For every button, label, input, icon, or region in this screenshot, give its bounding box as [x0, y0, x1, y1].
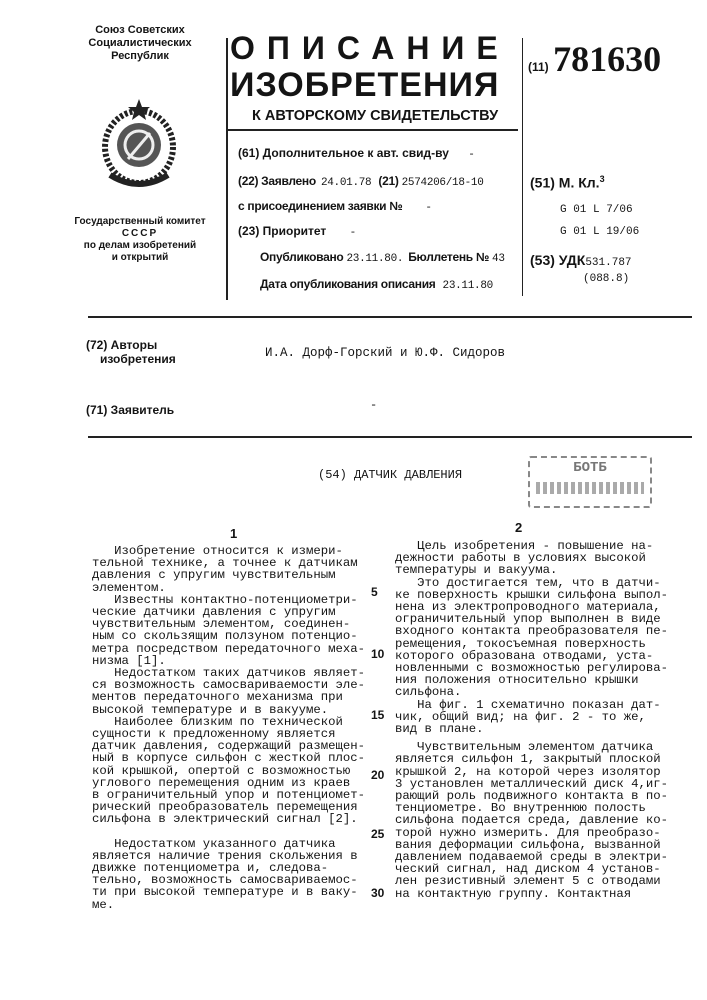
field-label: Дата опубликования описания [260, 277, 435, 291]
text-line: температуры и вакуума. [395, 564, 668, 576]
document-title-line2: ИЗОБРЕТЕНИЯ [230, 66, 499, 104]
committee-line: по делам изобретений [70, 240, 210, 252]
text-line: Это достигается тем, что в датчи- [395, 577, 668, 589]
field-value: - [425, 202, 431, 214]
text-line: чувствительным элементом, соединен- [92, 618, 365, 630]
patent-number [528, 38, 661, 80]
mkl-label: (51) М. Кл. [530, 175, 600, 191]
country-name [70, 24, 210, 63]
text-line: входного контакта преобразователя пе- [395, 625, 668, 637]
field-label: Опубликовано [260, 250, 343, 264]
text-line: тенциометре. Во внутреннюю полость [395, 802, 668, 814]
text-line: Недостатком указанного датчика [92, 838, 365, 850]
field-value: - [468, 149, 475, 161]
divider [226, 38, 228, 300]
udk-value: 531.787 [585, 257, 631, 269]
field-label: (21) [378, 174, 398, 188]
column-number-left: 1 [230, 526, 237, 541]
authors-label-line: изобретения [86, 352, 176, 366]
text-line: чик, общий вид; на фиг. 2 - то же, [395, 711, 668, 723]
text-line: 3 установлен металлический диск 4,иг- [395, 778, 668, 790]
text-line: давления с упругим чувствительным [92, 569, 365, 581]
text-line: На фиг. 1 схематично показан дат- [395, 699, 668, 711]
field-value: 23.11.80. [346, 253, 403, 265]
text-line: в ограничительный упор и потенциомет- [92, 789, 365, 801]
committee-line: СССР [70, 228, 210, 240]
text-line: нена из электропроводного материала, [395, 601, 668, 613]
divider [522, 38, 523, 296]
text-line: сильфона в электрический сигнал [2]. [92, 813, 365, 825]
text-line: кой крышкой, опертой с возможностью [92, 765, 365, 777]
line-number: 10 [371, 647, 384, 661]
text-line: ментов передаточного механизма при [92, 691, 365, 703]
authors-label-line: (72) Авторы [86, 338, 176, 352]
field-joined [238, 199, 432, 214]
field-label: (23) Приоритет [238, 224, 326, 238]
authors-names: И.А. Дорф-Горский и Ю.Ф. Сидоров [265, 346, 505, 360]
applicant-label: (71) Заявитель [86, 403, 174, 417]
text-line: ке поверхность крышки сильфона выпол- [395, 589, 668, 601]
committee-line: Государственный комитет [70, 216, 210, 228]
classification-mkl [530, 174, 605, 191]
field-value: 24.01.78 [321, 177, 371, 189]
document-title: ОПИСАНИЕ [230, 30, 510, 66]
text-line: ограничительный упор выполнен в виде [395, 613, 668, 625]
text-line: движке потенциометра и, следова- [92, 862, 365, 874]
divider [88, 436, 692, 438]
line-number: 25 [371, 827, 384, 841]
subtitle-underline [228, 129, 518, 131]
text-line: тельной технике, а точнее к датчикам [92, 557, 365, 569]
text-line: вания деформации сильфона, вызванной [395, 839, 668, 851]
number-value: 781630 [553, 39, 661, 79]
udk-value-2: (088.8) [583, 273, 629, 285]
document-subtitle: К АВТОРСКОМУ СВИДЕТЕЛЬСТВУ [252, 108, 498, 125]
text-line: которого образована отводами, уста- [395, 650, 668, 662]
text-line: сущности к предложенному является [92, 728, 365, 740]
text-line: Цель изобретения - повышение на- [395, 540, 668, 552]
udk-label: (53) УДК [530, 252, 585, 268]
text-line: дежности работы в условиях высокой [395, 552, 668, 564]
stamp-text: БОТБ [530, 458, 650, 478]
authors-label [86, 338, 176, 366]
text-line: ти при высокой температуре и в ваку- [92, 886, 365, 898]
country-line: Союз Советских [70, 24, 210, 37]
text-line: метра посредством передаточного меха- [92, 643, 365, 655]
stamp-scribble [536, 482, 644, 494]
field-label: с присоединением заявки № [238, 199, 402, 213]
paragraph-gap [92, 826, 365, 838]
field-value: 2574206/18-10 [402, 177, 484, 189]
text-line: сильфона подается среда, давление ко- [395, 814, 668, 826]
text-line: низма [1]. [92, 655, 365, 667]
ipc-code: G 01 L 19/06 [560, 226, 639, 238]
field-published [260, 250, 505, 265]
line-number: 20 [371, 768, 384, 782]
text-line: тельно, возможность самосвариваемос- [92, 874, 365, 886]
text-line: является наличие трения скольжения в [92, 850, 365, 862]
text-line: Наиболее близким по технической [92, 716, 365, 728]
text-line: ный в корпусе сильфон с жесткой плос- [92, 752, 365, 764]
ussr-emblem-icon [100, 97, 178, 193]
text-line: лен резистивный элемент 5 с отводами [395, 875, 668, 887]
udk [530, 252, 632, 269]
text-line: Недостатком таких датчиков являет- [92, 667, 365, 679]
text-line: ческие датчики давления с упругим [92, 606, 365, 618]
committee-line: и открытий [70, 252, 210, 264]
text-line: ся возможность самосвариваемости эле- [92, 679, 365, 691]
library-stamp [528, 456, 652, 508]
text-line: ния положения относительно крышки [395, 674, 668, 686]
country-line: Республик [70, 50, 210, 63]
divider [88, 316, 692, 318]
field-22 [238, 174, 484, 189]
state-committee [70, 216, 210, 264]
column-number-right: 2 [515, 520, 522, 535]
field-23 [238, 224, 356, 239]
ipc-code: G 01 L 7/06 [560, 204, 633, 216]
country-line: Социалистических [70, 37, 210, 50]
invention-title: (54) ДАТЧИК ДАВЛЕНИЯ [318, 468, 462, 482]
text-line: датчик давления, содержащий размещен- [92, 740, 365, 752]
field-value: 23.11.80 [443, 280, 493, 292]
text-line: ным со скользящим ползуном потенцио- [92, 630, 365, 642]
text-line: рающий роль подвижного контакта в по- [395, 790, 668, 802]
field-description-date [260, 277, 493, 292]
text-line: является сильфон 1, закрытый плоской [395, 753, 668, 765]
text-line: элементом. [92, 582, 365, 594]
field-61 [238, 146, 475, 161]
line-number: 30 [371, 886, 384, 900]
text-line: сильфона. [395, 686, 668, 698]
text-line: новленными с возможностью регулирова- [395, 662, 668, 674]
field-label: Бюллетень № [408, 250, 489, 264]
field-value: - [350, 227, 357, 239]
text-line: ческий сигнал, над диском 4 установ- [395, 863, 668, 875]
text-line: торой нужно измерить. Для преобразо- [395, 827, 668, 839]
applicant-value: - [370, 398, 377, 412]
text-line: рический преобразователь перемещения [92, 801, 365, 813]
text-line: ремещения, токосъемная поверхность [395, 638, 668, 650]
text-line: крышкой 2, на которой через изолятор [395, 766, 668, 778]
number-code: (11) [528, 60, 549, 74]
text-line: ме. [92, 899, 365, 911]
text-line: углового перемещения одним из краев [92, 777, 365, 789]
field-label: (22) Заявлено [238, 174, 316, 188]
text-line: Известны контактно-потенциометри- [92, 594, 365, 606]
line-number: 5 [371, 585, 378, 599]
text-line: вид в плане. [395, 723, 668, 735]
field-value: 43 [492, 253, 505, 265]
text-line: Изобретение относится к измери- [92, 545, 365, 557]
text-line: давлением подаваемой среды в электри- [395, 851, 668, 863]
right-column-text [395, 540, 668, 900]
left-column-text [92, 545, 365, 911]
line-number: 15 [371, 708, 384, 722]
text-line: Чувствительным элементом датчика [395, 741, 668, 753]
mkl-edition: 3 [600, 174, 605, 184]
field-label: (61) Дополнительное к авт. свид-ву [238, 146, 449, 160]
text-line: высокой температуре и в вакууме. [92, 704, 365, 716]
text-line: на контактную группу. Контактная [395, 888, 668, 900]
